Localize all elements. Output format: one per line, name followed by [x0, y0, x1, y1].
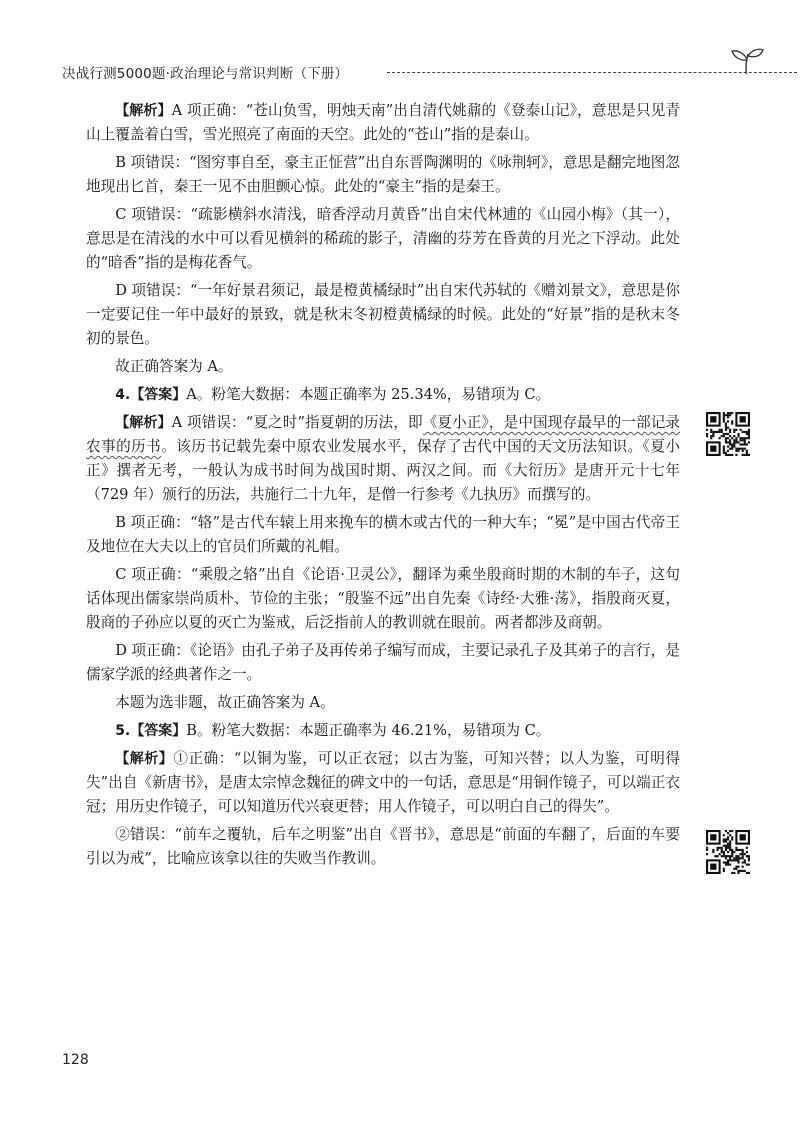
- paragraph-text: 本题为选非题，故正确答案为 A。: [115, 694, 335, 711]
- paragraph-5-item-2: [86, 823, 680, 871]
- question-5-answer: [86, 719, 680, 743]
- paragraph-text: A 项错误：“夏之时”指夏朝的历法，即: [171, 414, 423, 431]
- paragraph-3-analysis: [86, 99, 680, 147]
- paragraph-text: C 项错误：“疏影横斜水清浅，暗香浮动月黄昏”出自宋代林逋的《山园小梅》（其一），意思是在清浅的水中可以看见横斜的稀疏的影子，清幽的芬芳在昏黄的月光之下浮动。此处的“暗香”指的是梅花香气。: [86, 206, 680, 271]
- paragraph-4-analysis: [86, 411, 680, 507]
- header-title: 决战行测5000题·政治理论与常识判断（下册）: [62, 66, 349, 82]
- qr-code-question-4[interactable]: [706, 412, 750, 456]
- sprout-icon: [726, 46, 766, 76]
- paragraph-text: ②错误：“前车之覆轨，后车之明鉴”出自《晋书》，意思是“前面的车翻了，后面的车要引以为戒”，比喻应该拿以往的失败当作教训。: [86, 826, 680, 867]
- qr-code-question-5[interactable]: [706, 830, 750, 874]
- paragraph-text: C 项正确：“乘殷之辂”出自《论语·卫灵公》，翻译为乘坐殷商时期的木制的车子，这句话体现出儒家崇尚质朴、节俭的主张；“殷鉴不远”出自先秦《诗经·大雅·荡》，指殷商灭夏，殷商的子孙应以夏的灭亡为鉴戒，后泛指前人的教训就在眼前。两者都涉及商朝。: [86, 566, 680, 631]
- analysis-tag: 【解析】: [115, 751, 174, 767]
- running-header: [62, 60, 762, 86]
- wavy-underlined-text: 《夏小正》，是中国现存最早的一部记录农事的历书: [86, 414, 680, 455]
- paragraph-5-analysis: [86, 747, 680, 819]
- question-4-answer: [86, 383, 680, 407]
- paragraph-3-option-b: [86, 151, 680, 199]
- analysis-tag: 【解析】: [115, 415, 172, 431]
- paragraph-4-option-c: [86, 563, 680, 635]
- paragraph-3-option-d: [86, 279, 680, 351]
- paragraph-3-option-c: [86, 203, 680, 275]
- paragraph-3-conclusion: [86, 355, 680, 379]
- paragraph-text: B 项正确：“辂”是古代车辕上用来挽车的横木或古代的一种大车；“冕”是中国古代帝王及地位在大夫以上的官员们所戴的礼帽。: [86, 514, 680, 555]
- paragraph-text: A。粉笔大数据：本题正确率为 25.34%，易错项为 C。: [186, 386, 551, 403]
- answer-explanation-text: [86, 99, 680, 875]
- paragraph-text: D 项正确：《论语》由孔子弟子及再传弟子编写而成，主要记录孔子及其弟子的言行，是儒家学派的经典著作之一。: [86, 642, 680, 683]
- paragraph-text: D 项错误：“一年好景君须记，最是橙黄橘绿时”出自宋代苏轼的《赠刘景文》，意思是你一定要记住一年中最好的景致，就是秋末冬初橙黄橘绿的时候。此处的“好景”指的是秋末冬初的景色。: [86, 282, 680, 347]
- paragraph-4-option-d: [86, 639, 680, 687]
- analysis-tag: 【解析】: [115, 103, 172, 119]
- paragraph-text: B。粉笔大数据：本题正确率为 46.21%，易错项为 C。: [186, 722, 551, 739]
- paragraph-text: ①正确：“以铜为鉴，可以正衣冠；以古为鉴，可知兴替；以人为鉴，可明得失”出自《新唐书》，是唐太宗悼念魏征的碑文中的一句话，意思是“用铜作镜子，可以端正衣冠；用历史作镜子，可以知道历代兴衰更替；用人作镜子，可以明白自己的得失”。: [86, 750, 681, 815]
- answer-tag: 4.【答案】: [115, 387, 187, 403]
- paragraph-4-conclusion: [86, 691, 680, 715]
- paragraph-text: B 项错误：“图穷事自至，豪主正怔营”出自东晋陶渊明的《咏荆轲》，意思是翻完地图忽地现出匕首，秦王一见不由胆颤心惊。此处的“豪主”指的是秦王。: [86, 154, 680, 195]
- paragraph-4-option-b: [86, 511, 680, 559]
- answer-tag: 5.【答案】: [115, 723, 187, 739]
- paragraph-text: 。该历书记载先秦中原农业发展水平，保存了古代中国的天文历法知识。《夏小正》撰者无考，一般认为成书时间为战国时期、两汉之间。而《大衍历》是唐开元十七年（729 年）颁行的历法，共施行二十九年，是僧一行参考《九执历》而撰写的。: [86, 438, 680, 503]
- paragraph-text: 故正确答案为 A。: [115, 358, 233, 375]
- paragraph-text: A 项正确：“苍山负雪，明烛天南”出自清代姚鼐的《登泰山记》，意思是只见青山上覆盖着白雪，雪光照亮了南面的天空。此处的“苍山”指的是泰山。: [86, 102, 680, 143]
- page-number: 128: [62, 1052, 89, 1068]
